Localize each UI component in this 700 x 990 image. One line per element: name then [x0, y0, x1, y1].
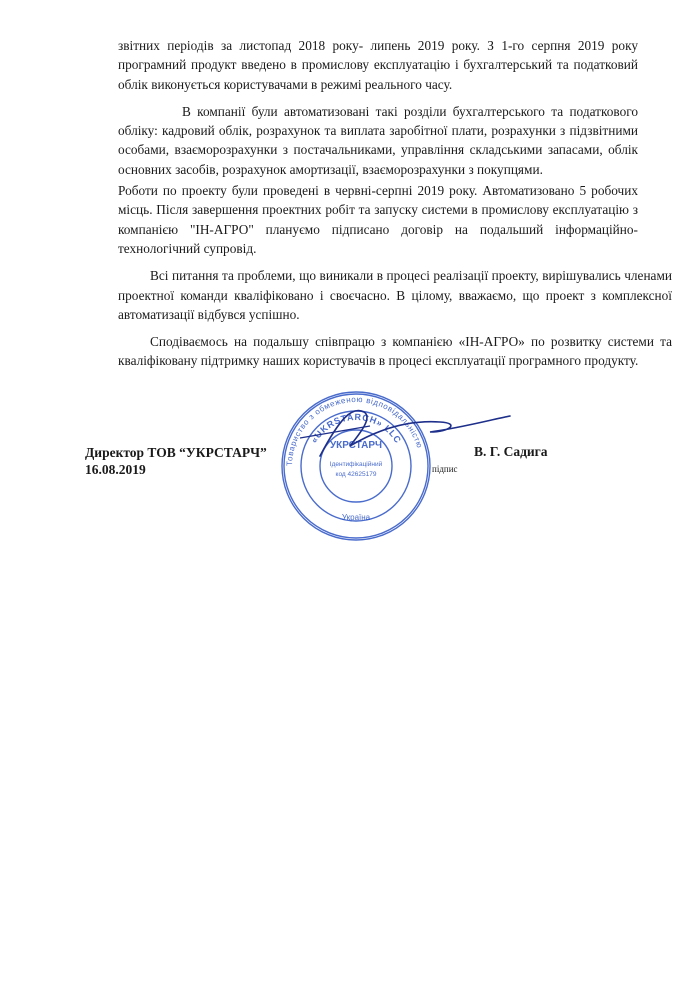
stamp-id-label: Ідентифікаційний	[329, 461, 383, 468]
stamp-name-ua: УКРСТАРЧ	[329, 440, 383, 451]
letter-date: 16.08.2019	[85, 462, 146, 477]
paragraph-4: Всі питання та проблеми, що виникали в процесі реалізації проекту, вирішувались членами проектної команди кваліфіковано і своєчасно. В цілому, вважаємо, що проект з комплексної автоматизації відбувся успішно.	[118, 268, 672, 322]
signatory-block	[85, 444, 267, 478]
signature-caption: підпис	[432, 464, 458, 474]
paragraph-5: Сподіваємось на подальшу співпрацю з компанією «ІН-АГРО» по розвитку системи та кваліфіковану підтримку наших користувачів в процесі експлуатації програмного продукту.	[118, 334, 672, 369]
stamp-id-code: код 42625179	[335, 471, 377, 478]
signatory-position: Директор ТОВ “УКРСТАРЧ”	[85, 445, 267, 460]
stamp-country: Україна	[341, 513, 371, 522]
paragraph-1: звітних періодів за листопад 2018 року- липень 2019 року. З 1-го серпня 2019 року програмний продукт введено в промислову експлуатацію і бухгалтерський та податковий облік виконується користувачами в режимі реального часу.	[118, 38, 638, 92]
signatory-name: В. Г. Садига	[474, 444, 548, 459]
stamp-ring-text: Товариство з обмеженою відповідальністю	[284, 394, 425, 467]
paragraph-2: В компанії були автоматизовані такі розділи бухгалтерського та податкового обліку: кадровий облік, розрахунок та виплата заробітної плати, розрахунки з підзвітними особами, взаєморозрахунки з постачальниками, управління складськими запасами, облік основних засобів, розрахунок амортизації, взаєморозрахунки з покупцями.	[118, 103, 638, 177]
letter-body	[118, 36, 672, 371]
stamp-name-en: «UKRSTARCH» LLC	[308, 411, 404, 446]
paragraph-3: Роботи по проекту були проведені в червні-серпні 2019 року. Автоматизовано 5 робочих місць. Після завершення проектних робіт та запуску системи в промислову експлуатацію з компанією "ІН-АГРО" плануємо підписано договір на подальший інформаційно-технологічний супровід.	[118, 183, 638, 256]
